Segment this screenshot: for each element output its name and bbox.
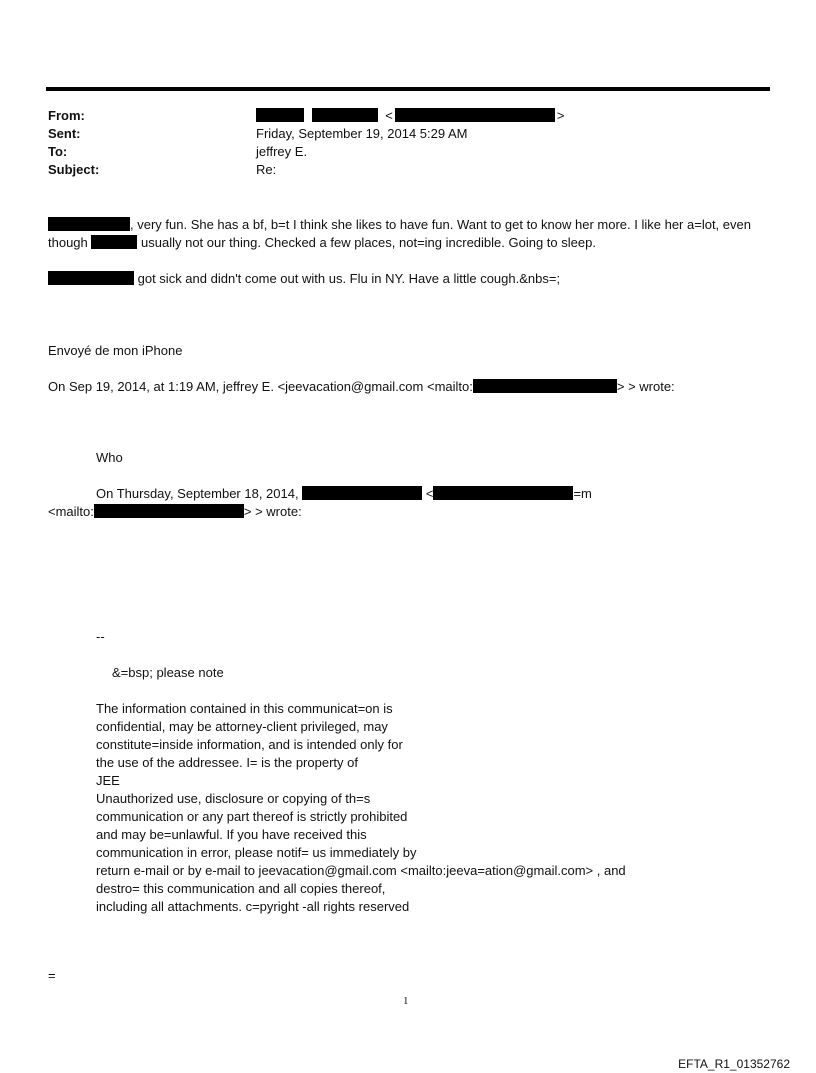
- bates-number: EFTA_R1_01352762: [678, 1057, 790, 1071]
- disclaimer-line: confidential, may be attorney-client privileged, may: [96, 719, 388, 734]
- redaction: [433, 486, 573, 500]
- disclaimer-line: including all attachments. c=pyright -all rights reserved: [96, 899, 410, 914]
- disclaimer-line: the use of the addressee. I= is the property of: [96, 755, 358, 770]
- disclaimer-line: and may be=unlawful. If you have received this: [96, 827, 367, 842]
- redaction: [48, 217, 130, 231]
- header-rule: [46, 87, 770, 91]
- body-text: got sick and didn't come out with us. Flu in NY. Have a little cough.&nbs=;: [137, 271, 561, 286]
- sent-value: Friday, September 19, 2014 5:29 AM: [256, 126, 468, 141]
- body-line: [48, 216, 751, 234]
- redaction: [91, 235, 137, 249]
- who-line: Who: [96, 450, 123, 465]
- disclaimer-line: constitute=inside information, and is intended only for: [96, 737, 403, 752]
- body-text: > > wrote:: [616, 379, 675, 394]
- redaction: [395, 108, 555, 122]
- signature: Envoyé de mon iPhone: [48, 343, 183, 358]
- disclaimer-line: communication in error, please notif= us immediately by: [96, 845, 417, 860]
- dashes: --: [96, 629, 105, 644]
- quote-line: [48, 378, 675, 396]
- to-label: To:: [48, 144, 68, 159]
- equals-sign: =: [48, 968, 56, 983]
- quote-line: [48, 503, 302, 521]
- redaction: [473, 379, 617, 393]
- disclaimer-line: return e-mail or by e-mail to jeevacation@gmail.com <mailto:jeeva=ation@gmail.com> , and: [96, 863, 626, 878]
- redaction: [94, 504, 244, 518]
- body-text: <mailto:: [48, 504, 94, 519]
- body-text: =m: [573, 486, 592, 501]
- body-text: though: [48, 235, 88, 250]
- disclaimer: [96, 700, 626, 916]
- disclaimer-line: destro= this communication and all copies thereof,: [96, 881, 386, 896]
- please-note: &=bsp; please note: [112, 665, 224, 680]
- body-line: [48, 270, 560, 288]
- subject-label: Subject:: [48, 162, 100, 177]
- from-value: < >: [256, 107, 564, 125]
- disclaimer-line: The information contained in this communicat=on is: [96, 701, 393, 716]
- disclaimer-line: communication or any part thereof is strictly prohibited: [96, 809, 408, 824]
- page-number: 1: [403, 995, 409, 1007]
- redaction: [302, 486, 422, 500]
- to-value: jeffrey E.: [256, 144, 308, 159]
- body-text: <: [425, 486, 434, 501]
- disclaimer-line: JEE: [96, 773, 120, 788]
- quote-line: [96, 485, 592, 503]
- body-line: [48, 234, 596, 252]
- from-label: From:: [48, 108, 85, 123]
- body-text: On Thursday, September 18, 2014,: [96, 486, 299, 501]
- disclaimer-line: Unauthorized use, disclosure or copying of th=s: [96, 791, 371, 806]
- body-text: > > wrote:: [243, 504, 302, 519]
- body-text: usually not our thing. Checked a few places, not=ing incredible. Going to sleep.: [141, 235, 596, 250]
- body-text: On Sep 19, 2014, at 1:19 AM, jeffrey E. <jeevacation@gmail.com <mailto:: [48, 379, 473, 394]
- redaction: [48, 271, 134, 285]
- sent-label: Sent:: [48, 126, 81, 141]
- redaction: [256, 108, 304, 122]
- subject-value: Re:: [256, 162, 277, 177]
- body-text: , very fun. She has a bf, b=t I think she likes to have fun. Want to get to know her more. I like her a=lot, even: [130, 217, 751, 232]
- redaction: [312, 108, 378, 122]
